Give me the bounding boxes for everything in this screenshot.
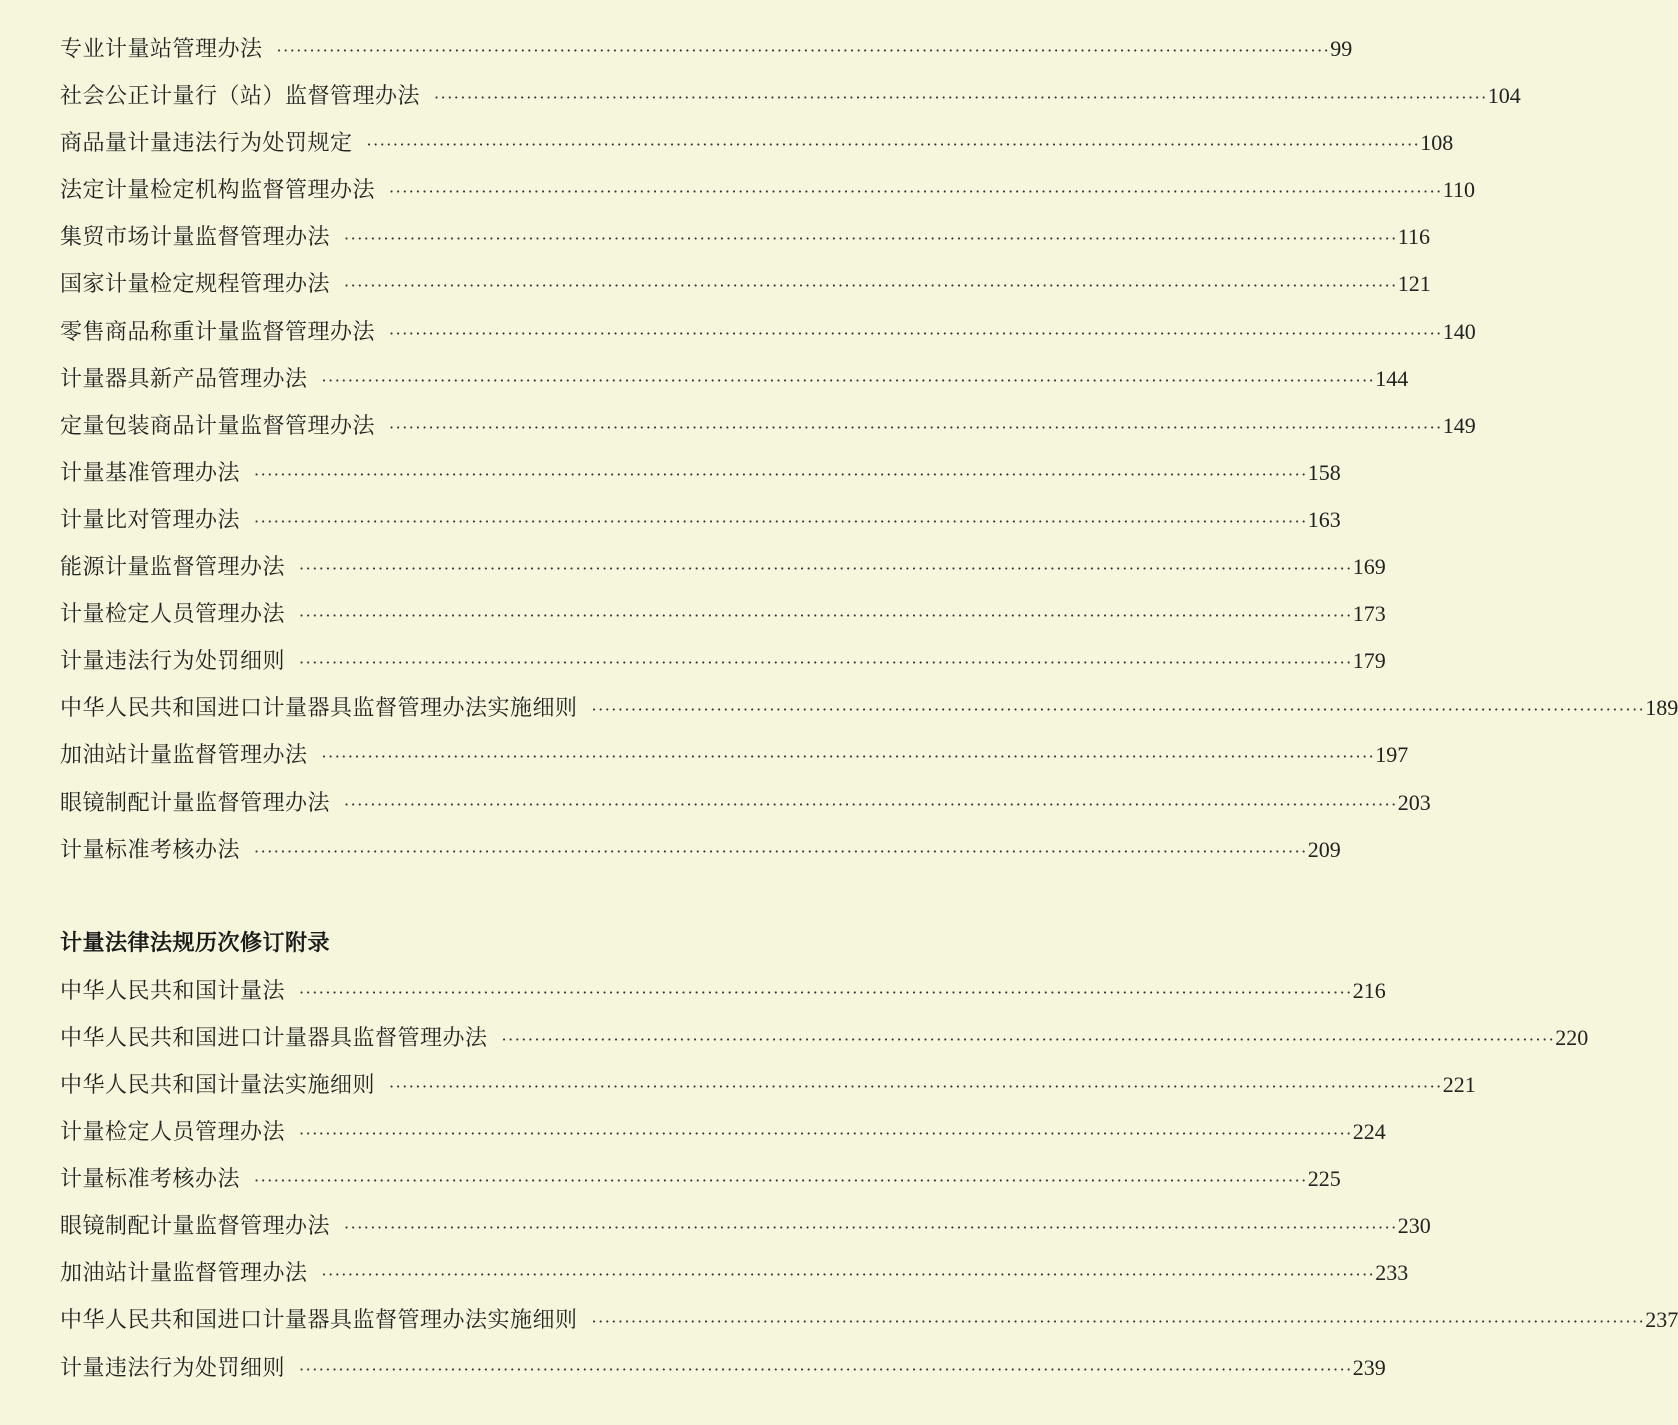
toc-entry — [60, 213, 1430, 260]
toc-page-number: 221 — [1442, 1071, 1476, 1097]
toc-dot-leader: ································································································································································ — [389, 1076, 1443, 1096]
toc-dot-leader: ································································································································································ — [344, 229, 1398, 249]
toc-page-number: 197 — [1375, 742, 1409, 768]
toc-entry — [60, 308, 1476, 355]
toc-entry-title: 加油站计量监督管理办法 — [60, 743, 308, 769]
toc-entry — [60, 1296, 1678, 1343]
toc-entry-title: 计量基准管理办法 — [60, 460, 241, 486]
toc-dot-leader: ································································································································································ — [254, 464, 1308, 484]
toc-entry — [60, 449, 1341, 496]
toc-page-number: 216 — [1352, 977, 1386, 1003]
toc-dot-leader: ································································································································································ — [389, 323, 1443, 343]
toc-entry — [60, 119, 1454, 166]
toc-dot-leader: ································································································································································ — [344, 794, 1398, 814]
toc-part-1 — [60, 25, 1678, 873]
toc-page-number: 239 — [1352, 1354, 1386, 1380]
toc-page-number: 230 — [1397, 1213, 1431, 1239]
toc-entry — [60, 355, 1409, 402]
toc-entry — [60, 496, 1341, 543]
toc-dot-leader: ································································································································································ — [299, 1359, 1353, 1379]
toc-page-number: 116 — [1397, 224, 1430, 250]
toc-dot-leader: ································································································································································ — [501, 1029, 1556, 1049]
toc-page-number: 225 — [1307, 1166, 1341, 1192]
toc-dot-leader: ································································································································································ — [344, 1218, 1398, 1238]
toc-page-number: 110 — [1442, 177, 1475, 203]
toc-entry-title: 中华人民共和国进口计量器具监督管理办法 — [60, 1025, 488, 1051]
toc-page-number: 179 — [1352, 648, 1386, 674]
toc-entry — [60, 1155, 1341, 1202]
toc-entry-title: 计量违法行为处罚细则 — [60, 649, 286, 675]
toc-entry — [60, 543, 1386, 590]
toc-page-number: 121 — [1397, 271, 1431, 297]
toc-entry-title: 零售商品称重计量监督管理办法 — [60, 319, 376, 345]
toc-page-number: 203 — [1397, 789, 1431, 815]
toc-entry-title: 计量违法行为处罚细则 — [60, 1355, 286, 1381]
appendix-section-title: 计量法律法规历次修订附录 — [60, 930, 331, 956]
toc-dot-leader: ································································································································································ — [299, 982, 1353, 1002]
toc-entry — [60, 402, 1476, 449]
toc-dot-leader: ································································································································································ — [434, 88, 1488, 108]
toc-dot-leader: ································································································································································ — [299, 606, 1353, 626]
toc-page-number: 108 — [1420, 130, 1454, 156]
toc-entry — [60, 1344, 1386, 1391]
toc-entry-title: 集贸市场计量监督管理办法 — [60, 225, 331, 251]
toc-entry-title: 法定计量检定机构监督管理办法 — [60, 178, 376, 204]
toc-page-number: 237 — [1645, 1307, 1678, 1333]
toc-page-number: 140 — [1442, 318, 1476, 344]
toc-entry — [60, 637, 1386, 684]
toc-page-number: 209 — [1307, 836, 1341, 862]
toc-page-number: 144 — [1375, 365, 1409, 391]
toc-dot-leader: ································································································································································ — [344, 276, 1398, 296]
toc-page-number: 189 — [1645, 695, 1678, 721]
section-gap — [60, 873, 1028, 920]
toc-entry-title: 国家计量检定规程管理办法 — [60, 272, 331, 298]
toc-entry-title: 中华人民共和国进口计量器具监督管理办法实施细则 — [60, 1308, 578, 1334]
toc-dot-leader: ································································································································································ — [321, 370, 1376, 390]
toc-entry — [60, 1249, 1409, 1296]
toc-page-number: 158 — [1307, 459, 1341, 485]
toc-entry — [60, 1014, 1589, 1061]
toc-dot-leader: ································································································································································ — [389, 182, 1443, 202]
toc-entry-title: 加油站计量监督管理办法 — [60, 1261, 308, 1287]
toc-entry-title: 计量标准考核办法 — [60, 837, 241, 863]
toc-entry-title: 计量检定人员管理办法 — [60, 602, 286, 628]
toc-entry-title: 中华人民共和国计量法 — [60, 978, 286, 1004]
toc-entry-title: 计量器具新产品管理办法 — [60, 366, 308, 392]
toc-page-number: 169 — [1352, 554, 1386, 580]
toc-entry-title: 计量检定人员管理办法 — [60, 1120, 286, 1146]
toc-dot-leader: ································································································································································ — [366, 135, 1421, 155]
toc-page-number: 233 — [1375, 1260, 1409, 1286]
toc-entry-title: 能源计量监督管理办法 — [60, 555, 286, 581]
toc-dot-leader: ································································································································································ — [254, 1171, 1308, 1191]
toc-entry — [60, 590, 1386, 637]
toc-entry-title: 社会公正计量行（站）监督管理办法 — [60, 84, 421, 110]
toc-entry-title: 中华人民共和国进口计量器具监督管理办法实施细则 — [60, 696, 578, 722]
toc-entry-title: 定量包装商品计量监督管理办法 — [60, 413, 376, 439]
toc-entry — [60, 25, 1353, 72]
toc-entry-title: 眼镜制配计量监督管理办法 — [60, 1214, 331, 1240]
toc-entry — [60, 1202, 1431, 1249]
toc-dot-leader: ································································································································································ — [299, 1124, 1353, 1144]
toc-entry-title: 商品量计量违法行为处罚规定 — [60, 131, 353, 157]
toc-entry-title: 中华人民共和国计量法实施细则 — [60, 1072, 376, 1098]
toc-dot-leader: ································································································································································ — [389, 417, 1443, 437]
toc-dot-leader: ································································································································································ — [299, 559, 1353, 579]
toc-entry — [60, 260, 1431, 307]
toc-entry — [60, 166, 1475, 213]
toc-page-number: 163 — [1307, 506, 1341, 532]
toc-dot-leader: ································································································································································ — [299, 653, 1353, 673]
toc-entry — [60, 1061, 1476, 1108]
toc-entry-title: 专业计量站管理办法 — [60, 37, 263, 62]
toc-page-number: 220 — [1555, 1024, 1589, 1050]
toc-dot-leader: ································································································································································ — [254, 841, 1308, 861]
toc-entry-title: 眼镜制配计量监督管理办法 — [60, 790, 331, 816]
toc-page-number: 173 — [1352, 601, 1386, 627]
toc-dot-leader: ································································································································································ — [254, 511, 1308, 531]
toc-page-number: 149 — [1442, 412, 1476, 438]
toc-page-number: 104 — [1487, 83, 1521, 109]
toc-entry-title: 计量比对管理办法 — [60, 507, 241, 533]
toc-page-number: 224 — [1352, 1119, 1386, 1145]
toc-dot-leader: ································································································································································ — [276, 41, 1331, 60]
toc-entry — [60, 731, 1409, 778]
toc-dot-leader: ································································································································································ — [321, 747, 1376, 767]
toc-entry — [60, 72, 1521, 119]
toc-dot-leader: ································································································································································ — [591, 700, 1646, 720]
toc-entry — [60, 684, 1678, 731]
toc-dot-leader: ································································································································································ — [321, 1265, 1376, 1285]
toc-entry-title: 计量标准考核办法 — [60, 1167, 241, 1193]
toc-page-number: 99 — [1330, 36, 1353, 61]
toc-entry — [60, 1108, 1386, 1155]
toc-entry — [60, 967, 1386, 1014]
table-of-contents — [60, 25, 1678, 1391]
toc-entry — [60, 826, 1341, 873]
toc-part-2 — [60, 967, 1678, 1391]
toc-dot-leader: ································································································································································ — [591, 1312, 1646, 1332]
toc-entry — [60, 779, 1431, 826]
